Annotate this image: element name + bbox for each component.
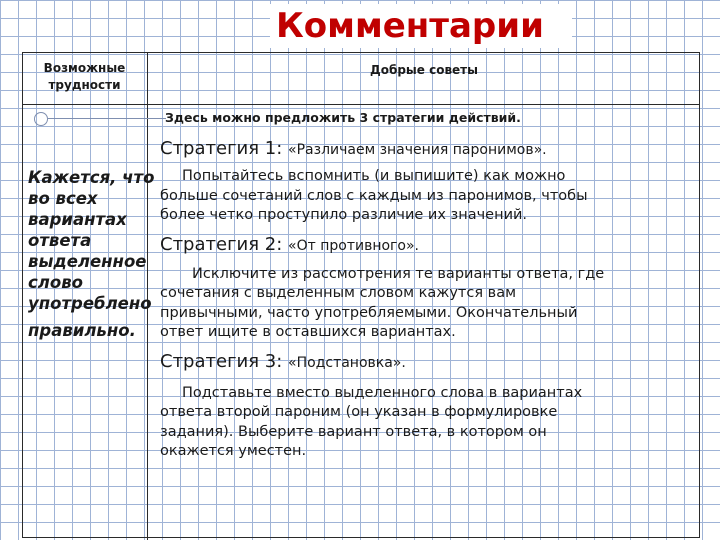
- page-title: Комментарии: [270, 4, 572, 48]
- strategy-3-text: [160, 384, 700, 462]
- strategy-1-line: больше сочетаний слов с каждым из паронимов, чтобы: [160, 187, 588, 204]
- strategy-1-label: Стратегия 1:: [160, 138, 283, 159]
- difficulty-line: употреблено: [28, 294, 152, 313]
- difficulty-line: слово: [28, 273, 83, 292]
- strategy-2-line: ответ ищите в оставшихся вариантах.: [160, 324, 456, 340]
- strategy-3-line: окажется уместен.: [160, 443, 307, 459]
- strategy-1-heading: [160, 136, 700, 163]
- difficulty-line: выделенное: [28, 252, 147, 271]
- strategy-1-line: более четко проступило различие их значений.: [160, 207, 528, 223]
- difficulty-line: во всех: [28, 189, 98, 208]
- difficulty-line: правильно.: [28, 321, 136, 340]
- header-advice: Добрые советы: [370, 63, 478, 77]
- difficulty-line: Кажется, что: [28, 168, 155, 187]
- header-divider: [22, 104, 700, 105]
- circle-marker-icon: [34, 112, 48, 126]
- strategy-2-line: привычными, часто употребляемыми. Окончательный: [160, 304, 578, 321]
- difficulty-line: ответа: [28, 231, 92, 250]
- strategy-2-label: Стратегия 2:: [160, 233, 283, 255]
- difficulty-line: вариантах: [28, 210, 127, 229]
- strategy-2-quote: «От противного».: [288, 237, 419, 254]
- strategy-3-line: Подставьте вместо выделенного слова в вариантах: [182, 384, 583, 401]
- strategy-2-text: [160, 265, 700, 343]
- strategy-1-line: Попытайтесь вспомнить (и выпишите) как можно: [182, 168, 566, 184]
- intro-text: Здесь можно предложить 3 стратегии действий.: [165, 110, 521, 125]
- marker-line: [48, 118, 166, 119]
- header-difficulties: [22, 60, 147, 94]
- strategy-3-label: Стратегия 3:: [160, 350, 283, 372]
- strategy-2-line: сочетания с выделенным словом кажутся вам: [160, 285, 517, 301]
- strategy-2-heading: [160, 232, 700, 259]
- strategy-3-line: ответа второй пароним (он указан в формулировке: [160, 404, 558, 420]
- header-difficulties-line-1: Возможные: [43, 61, 126, 75]
- strategy-3-heading: [160, 349, 700, 376]
- header-difficulties-line-2: трудности: [48, 78, 121, 92]
- strategy-2-line: Исключите из рассмотрения те варианты ответа, где: [192, 265, 605, 282]
- difficulty-text: [28, 167, 168, 341]
- advice-column: [160, 136, 700, 462]
- strategy-1-quote: «Различаем значения паронимов».: [288, 142, 547, 158]
- strategy-1-text: [160, 167, 700, 226]
- strategy-3-line: задания). Выберите вариант ответа, в котором он: [160, 423, 547, 440]
- strategy-3-quote: «Подстановка».: [288, 354, 406, 371]
